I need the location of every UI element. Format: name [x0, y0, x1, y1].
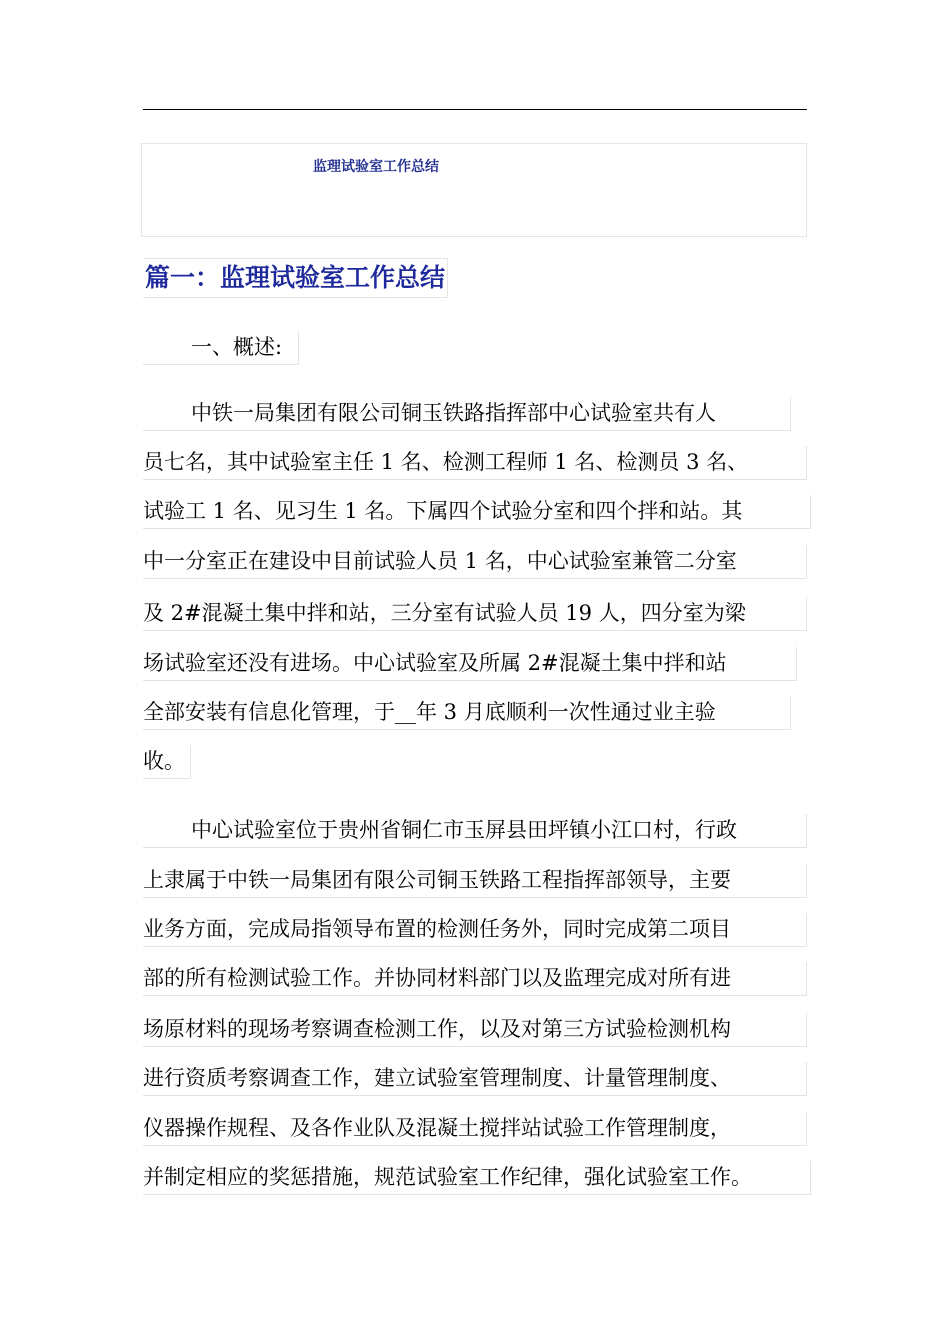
paragraph-line: 场试验室还没有进场。中心试验室及所属 2#混凝土集中拌和站: [143, 647, 797, 681]
paragraph-line: 进行资质考察调查工作，建立试验室管理制度、计量管理制度、: [143, 1062, 807, 1096]
paragraph-line: 中心试验室位于贵州省铜仁市玉屏县田坪镇小江口村，行政: [143, 814, 807, 848]
paragraph-line: 及 2#混凝土集中拌和站，三分室有试验人员 19 人，四分室为梁: [143, 597, 807, 631]
paragraph-line: 场原材料的现场考察调查检测工作，以及对第三方试验检测机构: [143, 1013, 807, 1047]
paragraph-line: 全部安装有信息化管理，于__年 3 月底顺利一次性通过业主验: [143, 696, 791, 730]
paragraph-line: 仪器操作规程、及各作业队及混凝土搅拌站试验工作管理制度，: [143, 1112, 807, 1146]
paragraph-line: 中一分室正在建设中目前试验人员 1 名，中心试验室兼管二分室: [143, 545, 807, 579]
header-title: 监理试验室工作总结: [313, 159, 439, 175]
section-heading: 篇一：监理试验室工作总结: [143, 258, 448, 298]
header-rule: [143, 109, 807, 110]
paragraph-line: 收。: [143, 745, 191, 779]
paragraph-line: 部的所有检测试验工作。并协同材料部门以及监理完成对所有进: [143, 962, 807, 996]
header-box: [141, 143, 807, 237]
paragraph-line: 并制定相应的奖惩措施，规范试验室工作纪律，强化试验室工作。: [143, 1161, 811, 1195]
paragraph-line: 业务方面，完成局指领导布置的检测任务外，同时完成第二项目: [143, 913, 807, 947]
paragraph-line: 员七名，其中试验室主任 1 名、检测工程师 1 名、检测员 3 名、: [143, 446, 807, 480]
paragraph-line: 上隶属于中铁一局集团有限公司铜玉铁路工程指挥部领导，主要: [143, 864, 807, 898]
subheading: 一、概述:: [143, 331, 299, 365]
paragraph-line: 中铁一局集团有限公司铜玉铁路指挥部中心试验室共有人: [143, 397, 791, 431]
paragraph-line: 试验工 1 名、见习生 1 名。下属四个试验分室和四个拌和站。其: [143, 495, 811, 529]
